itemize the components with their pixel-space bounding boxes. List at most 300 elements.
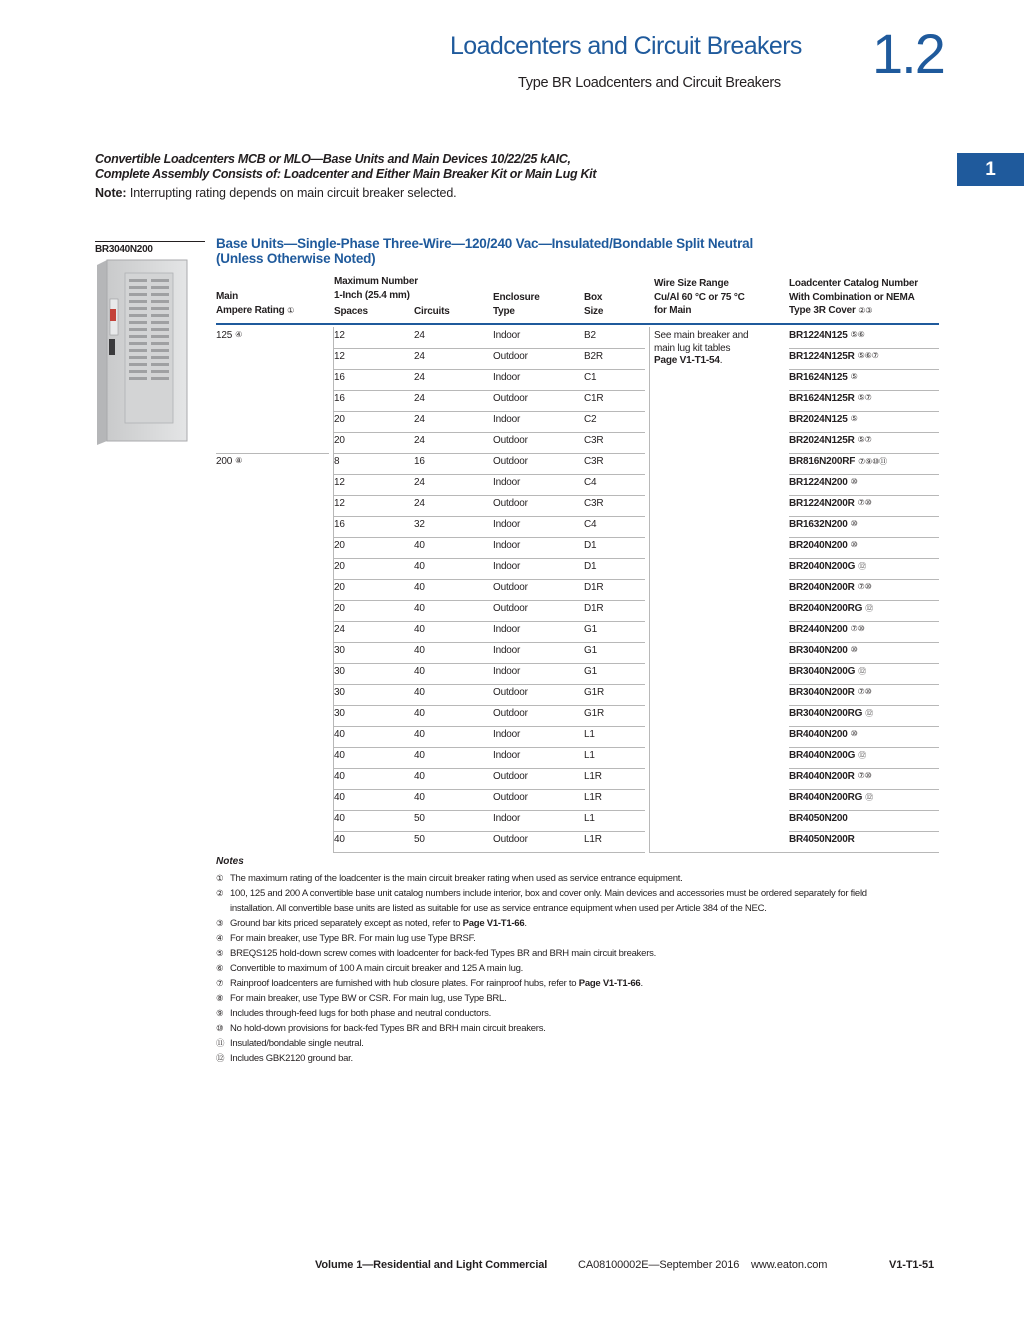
note-marker: ③ (216, 918, 224, 928)
catalog-footnote: ⑤⑥⑦ (857, 351, 879, 360)
col-header-spaces: Spaces (334, 306, 368, 317)
col-header-box (584, 291, 603, 318)
cell-circuits: 24 (414, 414, 425, 425)
cell-enclosure: Indoor (493, 666, 521, 677)
cell-spaces: 16 (334, 393, 345, 404)
row-rule-catalog (789, 600, 939, 601)
cell-circuits: 40 (414, 687, 425, 698)
cell-box: G1 (584, 624, 597, 635)
cell-catalog-number (789, 687, 872, 698)
wire-column-rule (649, 852, 789, 853)
cell-box: L1R (584, 834, 602, 845)
cell-spaces: 12 (334, 330, 345, 341)
cell-box: G1R (584, 708, 604, 719)
catalog-number: BR3040N200G (789, 666, 856, 677)
cell-enclosure: Indoor (493, 624, 521, 635)
catalog-footnote: ⑦⑩ (857, 582, 872, 591)
page-subtitle: Type BR Loadcenters and Circuit Breakers (518, 75, 781, 91)
note-continuation: installation. All convertible base units are listed as suitable for use as service entrance equipment when used per Article 384 of the NEC. (230, 903, 767, 914)
cell-enclosure: Outdoor (493, 792, 528, 803)
cell-catalog-number (789, 372, 858, 383)
cell-circuits: 40 (414, 582, 425, 593)
catalog-number: BR1624N125R (789, 393, 855, 404)
cell-enclosure: Outdoor (493, 498, 528, 509)
row-rule (333, 768, 645, 769)
cell-enclosure: Outdoor (493, 456, 528, 467)
cell-box: G1 (584, 645, 597, 656)
catalog-footnote: ⑫ (865, 793, 874, 802)
catalog-footnote: ⑫ (865, 604, 874, 613)
ampere-rating-footnote: ④ (235, 330, 243, 339)
cell-enclosure: Indoor (493, 750, 521, 761)
note-item (216, 1021, 546, 1036)
row-rule (333, 474, 645, 475)
catalog-footnote: ⑫ (858, 562, 866, 571)
cell-catalog-number (789, 708, 873, 719)
footer-volume: Volume 1—Residential and Light Commercial (315, 1259, 548, 1271)
note-text: 100, 125 and 200 A convertible base unit catalog numbers include interior, box and cover only. Main devices and accessories must be ordered separately for field (230, 888, 867, 899)
row-rule (333, 684, 645, 685)
table-title-line2: (Unless Otherwise Noted) (216, 251, 376, 266)
cell-catalog-number (789, 519, 858, 530)
cell-circuits: 24 (414, 498, 425, 509)
footer-doc-number: CA08100002E—September 2016 (578, 1259, 740, 1271)
cell-spaces: 16 (334, 372, 345, 383)
cell-circuits: 40 (414, 708, 425, 719)
intro-heading-line2: Complete Assembly Consists of: Loadcenter and Either Main Breaker Kit or Main Lug Kit (95, 167, 597, 181)
cell-enclosure: Indoor (493, 372, 521, 383)
cell-spaces: 20 (334, 603, 345, 614)
cell-catalog-number (789, 750, 866, 761)
cell-ampere-rating (216, 456, 242, 467)
cell-box: L1R (584, 792, 602, 803)
cell-catalog-number (789, 834, 858, 845)
col-header-main-text: Ampere Rating (216, 304, 285, 316)
row-rule-catalog (789, 348, 939, 349)
col-header-catalog (789, 277, 918, 318)
row-rule (333, 369, 645, 370)
table-title-line1: Base Units—Single-Phase Three-Wire—120/240 Vac—Insulated/Bondable Split Neutral (216, 236, 753, 251)
cell-circuits: 40 (414, 540, 425, 551)
cell-box: L1 (584, 813, 595, 824)
cell-catalog-number (789, 393, 872, 404)
note-marker: ① (216, 873, 224, 883)
note-marker: ⑫ (216, 1053, 225, 1063)
catalog-footnote: ⑩ (850, 477, 858, 486)
row-rule-catalog (789, 432, 939, 433)
row-rule (333, 852, 645, 853)
row-rule (333, 411, 645, 412)
row-rule-catalog (789, 663, 939, 664)
col-header-wire-l3: for Main (654, 305, 692, 316)
intro-heading-line1: Convertible Loadcenters MCB or MLO—Base Units and Main Devices 10/22/25 kAIC, (95, 152, 571, 166)
row-rule-catalog (789, 789, 939, 790)
col-header-enclosure-l1: Enclosure (493, 292, 540, 303)
cell-box: C3R (584, 456, 604, 467)
catalog-footnote: ⑩ (850, 645, 858, 654)
row-rule (333, 537, 645, 538)
note-item (216, 1006, 491, 1021)
row-rule (333, 705, 645, 706)
catalog-number: BR816N200RF (789, 456, 856, 467)
cell-box: C3R (584, 498, 604, 509)
catalog-footnote: ⑫ (858, 667, 866, 676)
note-marker: ⑪ (216, 1038, 225, 1048)
catalog-number: BR4040N200 (789, 729, 848, 740)
row-rule (333, 390, 645, 391)
page-title: Loadcenters and Circuit Breakers (450, 32, 802, 60)
section-number: 1.2 (872, 22, 944, 85)
catalog-number: BR2024N125 (789, 414, 848, 425)
cell-catalog-number (789, 582, 872, 593)
cell-circuits: 40 (414, 750, 425, 761)
row-rule-catalog (789, 558, 939, 559)
catalog-number: BR2440N200 (789, 624, 848, 635)
col-header-wire-l2: Cu/Al 60 °C or 75 °C (654, 291, 745, 303)
catalog-number: BR1224N125R (789, 351, 855, 362)
ampere-rating-value: 200 (216, 456, 233, 467)
cell-catalog-number (789, 603, 873, 614)
cell-catalog-number (789, 351, 879, 362)
catalog-footnote: ⑤⑦ (857, 393, 872, 402)
cell-circuits: 24 (414, 351, 425, 362)
cell-spaces: 20 (334, 540, 345, 551)
row-rule-catalog (789, 705, 939, 706)
cell-spaces: 12 (334, 498, 345, 509)
catalog-footnote: ⑦⑩ (857, 771, 872, 780)
cell-circuits: 50 (414, 813, 425, 824)
catalog-number: BR2040N200 (789, 540, 848, 551)
cell-catalog-number (789, 330, 865, 341)
note-text-end: . (640, 978, 643, 989)
wire-size-note (654, 330, 748, 368)
col-header-main (216, 290, 294, 317)
cell-spaces: 12 (334, 477, 345, 488)
catalog-number: BR2040N200R (789, 582, 855, 593)
note-item (216, 916, 527, 931)
row-rule-catalog (789, 474, 939, 475)
note-marker: ⑧ (216, 993, 224, 1003)
note-text: No hold-down provisions for back-fed Types BR and BRH main circuit breakers. (230, 1023, 546, 1034)
note-item (216, 1051, 353, 1066)
cell-box: C4 (584, 519, 597, 530)
row-rule (333, 579, 645, 580)
col-header-catalog-l1: Loadcenter Catalog Number (789, 278, 918, 289)
catalog-number: BR4040N200R (789, 771, 855, 782)
row-rule-catalog (789, 579, 939, 580)
footer-page-number: V1-T1-51 (889, 1259, 935, 1271)
catalog-number: BR2040N200RG (789, 603, 863, 614)
note-marker: ⑩ (216, 1023, 224, 1033)
catalog-number: BR4050N200R (789, 834, 855, 845)
cell-circuits: 40 (414, 666, 425, 677)
row-rule-catalog (789, 621, 939, 622)
cell-spaces: 40 (334, 729, 345, 740)
cell-circuits: 40 (414, 561, 425, 572)
cell-spaces: 40 (334, 750, 345, 761)
cell-spaces: 30 (334, 687, 345, 698)
cell-enclosure: Indoor (493, 414, 521, 425)
row-rule-catalog (789, 495, 939, 496)
row-rule-catalog (789, 684, 939, 685)
row-rule-catalog (789, 453, 939, 454)
cell-spaces: 40 (334, 792, 345, 803)
note-marker: ④ (216, 933, 224, 943)
footer-url[interactable]: www.eaton.com (751, 1259, 828, 1271)
note-marker: ⑥ (216, 963, 224, 973)
row-rule-catalog (789, 516, 939, 517)
note-item (216, 976, 643, 991)
cell-enclosure: Outdoor (493, 834, 528, 845)
row-rule (333, 747, 645, 748)
row-rule (333, 642, 645, 643)
cell-spaces: 24 (334, 624, 345, 635)
catalog-footnote: ⑩ (850, 519, 858, 528)
row-rule (333, 726, 645, 727)
cell-circuits: 24 (414, 477, 425, 488)
catalog-number: BR3040N200 (789, 645, 848, 656)
cell-circuits: 24 (414, 435, 425, 446)
catalog-footnote: ⑦⑩ (850, 624, 865, 633)
row-rule (333, 621, 645, 622)
note-text: The maximum rating of the loadcenter is the main circuit breaker rating when used as service entrance equipment. (230, 873, 683, 884)
cell-catalog-number (789, 477, 858, 488)
cell-enclosure: Outdoor (493, 435, 528, 446)
catalog-number: BR4040N200G (789, 750, 856, 761)
loadcenter-image (95, 259, 189, 446)
row-rule (333, 663, 645, 664)
note-text: Insulated/bondable single neutral. (230, 1038, 364, 1049)
catalog-number: BR1224N200 (789, 477, 848, 488)
col-header-catalog-l3 (789, 304, 918, 318)
row-rule (333, 831, 645, 832)
col-header-catalog-fn: ②③ (858, 306, 873, 315)
cell-enclosure: Indoor (493, 645, 521, 656)
row-rule-catalog (789, 810, 939, 811)
note-item (216, 961, 523, 976)
cell-circuits: 40 (414, 771, 425, 782)
cell-circuits: 40 (414, 603, 425, 614)
catalog-footnote: ⑩ (850, 540, 858, 549)
col-header-box-l2: Size (584, 305, 604, 317)
row-rule (333, 810, 645, 811)
col-header-enclosure-l2: Type (493, 305, 515, 317)
col-header-maxnum (334, 275, 418, 302)
note-text: Rainproof loadcenters are furnished with hub closure plates. For rainproof hubs, refer to (230, 978, 579, 989)
row-rule-catalog (789, 642, 939, 643)
col-header-wire-l1: Wire Size Range (654, 278, 729, 289)
catalog-footnote: ⑫ (865, 709, 874, 718)
cell-spaces: 20 (334, 561, 345, 572)
cell-spaces: 20 (334, 435, 345, 446)
row-rule (333, 348, 645, 349)
cell-circuits: 24 (414, 393, 425, 404)
col-header-main-l1: Main (216, 291, 238, 302)
note-label: Note: (95, 186, 127, 200)
cell-catalog-number (789, 645, 858, 656)
note-text: For main breaker, use Type BW or CSR. For main lug, use Type BRL. (230, 993, 507, 1004)
note-marker: ② (216, 888, 224, 898)
cell-box: D1 (584, 561, 597, 572)
cell-box: C2 (584, 414, 597, 425)
cell-spaces: 30 (334, 645, 345, 656)
cell-circuits: 40 (414, 792, 425, 803)
row-rule-catalog (789, 411, 939, 412)
cell-spaces: 40 (334, 813, 345, 824)
cell-spaces: 20 (334, 414, 345, 425)
catalog-number: BR1224N125 (789, 330, 848, 341)
note-text: Includes through-feed lugs for both phase and neutral conductors. (230, 1008, 492, 1019)
side-rule (95, 241, 205, 242)
column-separator (649, 327, 650, 852)
note-text: Includes GBK2120 ground bar. (230, 1053, 353, 1064)
cell-enclosure: Outdoor (493, 393, 528, 404)
row-rule (333, 558, 645, 559)
cell-enclosure: Indoor (493, 330, 521, 341)
notes-heading: Notes (216, 856, 244, 867)
note-item (216, 931, 475, 946)
catalog-footnote: ⑦⑨⑩⑪ (858, 457, 887, 466)
wire-note-l3 (654, 355, 748, 368)
note-text: For main breaker, use Type BR. For main lug use Type BRSF. (230, 933, 476, 944)
cell-catalog-number (789, 624, 865, 635)
cell-box: B2 (584, 330, 596, 341)
catalog-footnote: ⑦⑩ (857, 687, 872, 696)
catalog-number: BR1624N125 (789, 372, 848, 383)
cell-circuits: 50 (414, 834, 425, 845)
cell-box: D1 (584, 540, 597, 551)
cell-spaces: 40 (334, 771, 345, 782)
cell-catalog-number (789, 771, 872, 782)
cell-catalog-number (789, 498, 872, 509)
catalog-footnote: ⑤ (850, 414, 858, 423)
col-header-catalog-text: Type 3R Cover (789, 305, 856, 316)
cell-spaces: 30 (334, 708, 345, 719)
row-rule-catalog (789, 831, 939, 832)
row-rule (333, 453, 645, 454)
cell-box: L1 (584, 750, 595, 761)
col-header-wire (654, 277, 745, 318)
cell-enclosure: Outdoor (493, 687, 528, 698)
cell-circuits: 40 (414, 645, 425, 656)
cell-catalog-number (789, 729, 858, 740)
cell-box: D1R (584, 603, 604, 614)
col-header-circuits: Circuits (414, 306, 450, 317)
catalog-number: BR4050N200 (789, 813, 848, 824)
row-rule-catalog (789, 369, 939, 370)
row-rule-catalog (789, 390, 939, 391)
cell-spaces: 12 (334, 351, 345, 362)
cell-box: C4 (584, 477, 597, 488)
cell-box: G1R (584, 687, 604, 698)
cell-box: G1 (584, 666, 597, 677)
note-marker: ⑤ (216, 948, 224, 958)
cell-catalog-number (789, 435, 872, 446)
note-text: Ground bar kits priced separately except as noted, refer to (230, 918, 463, 929)
cell-spaces: 20 (334, 582, 345, 593)
catalog-number: BR1632N200 (789, 519, 848, 530)
row-rule (333, 600, 645, 601)
cell-enclosure: Outdoor (493, 582, 528, 593)
row-rule-catalog (789, 726, 939, 727)
section-tab: 1 (957, 153, 1024, 186)
note-text: Convertible to maximum of 100 A main circuit breaker and 125 A main lug. (230, 963, 524, 974)
cell-box: D1R (584, 582, 604, 593)
table-header-rule (216, 323, 939, 325)
row-rule-catalog (789, 852, 939, 853)
row-rule-catalog (789, 537, 939, 538)
note-text: BREQS125 hold-down screw comes with loadcenter for back-fed Types BR and BRH main circuit breakers. (230, 948, 656, 959)
table-title (216, 236, 753, 266)
row-rule (333, 789, 645, 790)
row-rule (333, 432, 645, 433)
note-item (216, 991, 506, 1006)
cell-enclosure: Indoor (493, 477, 521, 488)
row-rule (333, 516, 645, 517)
catalog-footnote: ⑤ (850, 372, 858, 381)
wire-note-period: . (719, 355, 723, 366)
note-item (216, 1036, 364, 1051)
cell-catalog-number (789, 540, 858, 551)
col-header-box-l1: Box (584, 292, 603, 303)
row-rule-catalog (789, 768, 939, 769)
cell-box: C3R (584, 435, 604, 446)
product-image-caption: BR3040N200 (95, 244, 153, 255)
cell-enclosure: Indoor (493, 519, 521, 530)
note-marker: ⑨ (216, 1008, 224, 1018)
cell-catalog-number (789, 813, 851, 824)
cell-enclosure: Outdoor (493, 603, 528, 614)
catalog-number: BR3040N200R (789, 687, 855, 698)
catalog-footnote: ⑫ (858, 751, 866, 760)
cell-circuits: 24 (414, 372, 425, 383)
cell-enclosure: Indoor (493, 561, 521, 572)
catalog-number: BR1224N200R (789, 498, 855, 509)
cell-spaces: 16 (334, 519, 345, 530)
cell-catalog-number (789, 792, 873, 803)
note-marker: ⑦ (216, 978, 224, 988)
cell-box: L1 (584, 729, 595, 740)
cell-circuits: 24 (414, 330, 425, 341)
catalog-footnote: ⑤⑦ (857, 435, 872, 444)
note-text-end: . (524, 918, 527, 929)
cell-enclosure: Indoor (493, 813, 521, 824)
ampere-rating-value: 125 (216, 330, 233, 341)
cell-box: C1 (584, 372, 597, 383)
ampere-rating-footnote: ⑧ (235, 456, 243, 465)
catalog-footnote: ⑩ (850, 729, 858, 738)
cell-box: L1R (584, 771, 602, 782)
cell-spaces: 8 (334, 456, 340, 467)
catalog-footnote: ⑤⑥ (850, 330, 865, 339)
note-item (216, 946, 656, 961)
col-header-main-fn: ① (287, 305, 295, 315)
catalog-number: BR2024N125R (789, 435, 855, 446)
cell-catalog-number (789, 561, 866, 572)
cell-box: B2R (584, 351, 603, 362)
cell-catalog-number (789, 666, 866, 677)
cell-spaces: 40 (334, 834, 345, 845)
col-header-maxnum-l2: 1-Inch (25.4 mm) (334, 289, 410, 301)
cell-enclosure: Outdoor (493, 771, 528, 782)
cell-catalog-number (789, 414, 858, 425)
column-separator (333, 327, 334, 852)
note-item (216, 871, 683, 886)
cell-enclosure: Outdoor (493, 708, 528, 719)
cell-enclosure: Indoor (493, 729, 521, 740)
note-page-ref: Page V1-T1-66 (462, 918, 525, 929)
cell-circuits: 16 (414, 456, 425, 467)
